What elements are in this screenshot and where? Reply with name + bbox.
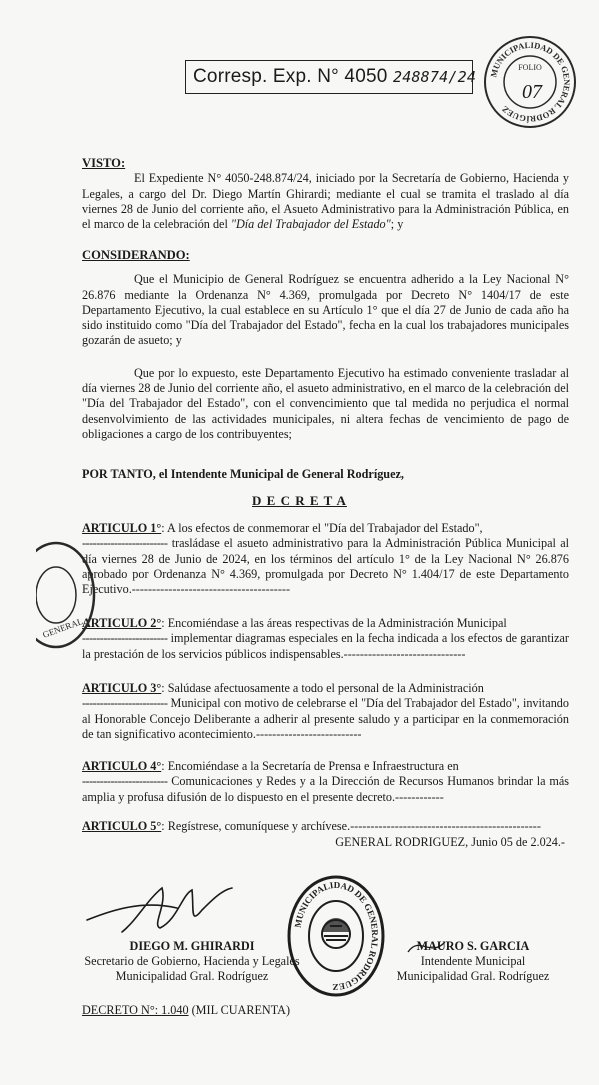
article-4: ARTICULO 4°: Encomiéndase a la Secretaría de Prensa e Infraestructura en ------------------------ Comunicaciones y Redes y a la Dirección de Recursos Humanos brindar la más amplia y profusa difusión de lo dispuesto en el presente decreto.------------	[82, 759, 569, 804]
article-1: ARTICULO 1°: A los efectos de conmemorar el "Día del Trabajador del Estado", ------------------------ trasládase el asueto administrativo para la Administración Pública Municipal al día viernes 28 de Junio de 2024, en los términos del artículo 1° de la Ley Nacional N° 26.876 aprobado por Ordenanza N° 4.369, promulgada por Decreto N° 1.404/17 de este Departamento Ejecutivo.---------------------------------------	[82, 521, 569, 597]
visto-body: El Expediente N° 4050-248.874/24, iniciado por la Secretaría de Gobierno, Hacienda y Legales, a cargo del Dr. Diego Martín Ghirardi; mediante el cual se tramita el traslado al día viernes 28 de Junio del corriente año, el Asueto Administrativo para la Administración Pública, en el marco de la celebración del "Día del Trabajador del Estado"; y	[82, 171, 569, 232]
corresp-handwritten-number: 248874/24	[392, 68, 477, 86]
article-3: ARTICULO 3°: Salúdase afectuosamente a todo el personal de la Administración ------------------------ Municipal con motivo de celebrarse el "Día del Trabajador del Estado", invitando al Honorable Concejo Deliberante a adherir al presente saludo y a participar en la conmemoración de tan significativo acontecimiento.--------------------------	[82, 681, 569, 741]
article-2-label: ARTICULO 2°	[82, 616, 162, 630]
correspondence-stamp	[185, 60, 477, 94]
article-3-label: ARTICULO 3°	[82, 681, 162, 695]
signer-right-role: Intendente Municipal	[420, 954, 526, 968]
por-tanto: POR TANTO, el Intendente Municipal de General Rodríguez,	[82, 467, 404, 481]
corresp-prefix: Corresp. Exp. N° 4050	[193, 66, 388, 87]
article-2: ARTICULO 2°: Encomiéndase a las áreas respectivas de la Administración Municipal ------------------------ implementar diagramas especiales en la fecha indicada a los efectos de garantizar la prestación de los servicios públicos indispensables.------------------------------	[82, 616, 569, 661]
considerando-p2: Que por lo expuesto, este Departamento Ejecutivo ha estimado conveniente trasladar al día viernes 28 de Junio del corriente año, el asueto administrativo, en el marco de la celebración del "Día del Trabajador del Estado", con el convencimiento que tal medida no perjudica el normal desenvolvimiento de las actividades municipales, ni altera fechas de vencimiento de pago de obligaciones a cargo de los contribuyentes;	[82, 365, 569, 441]
seal-ring-text: MUNICIPALIDAD DE GENERAL RODRIGUEZ	[292, 879, 381, 993]
considerando-title: CONSIDERANDO:	[82, 248, 190, 262]
folio-ring-text: MUNICIPALIDAD DE GENERAL RODRÍGUEZ	[488, 39, 573, 125]
considerando-p1: Que el Municipio de General Rodríguez se encuentra adherido a la Ley Nacional N° 26.876 mediante la Ordenanza N° 4.369, promulgada por Decreto N° 1404/17 de este Departamento Ejecutivo, la cual establece en su Artículo 1° que el día 27 de Junio de cada año ha sido instituido como "Día del Trabajador del Estado", fecha en la cual los trabajadores municipales gozarán de asueto; y	[82, 272, 569, 348]
signature-block-left	[82, 939, 302, 984]
visto-section	[82, 156, 569, 232]
folio-label: FOLIO	[518, 63, 542, 72]
margin-seal-text: GENERAL	[41, 616, 85, 640]
article-5-label: ARTICULO 5°	[82, 819, 162, 833]
article-1-label: ARTICULO 1°	[82, 521, 162, 535]
visto-title: VISTO:	[82, 156, 126, 170]
decreto-number-text: (MIL CUARENTA)	[191, 1003, 291, 1017]
signature-block-right	[383, 939, 563, 984]
place-date: GENERAL RODRIGUEZ, Junio 05 de 2.024.-	[335, 835, 565, 849]
signer-right-org: Municipalidad Gral. Rodríguez	[396, 969, 550, 983]
decreta-heading: D E C R E T A	[252, 493, 347, 508]
article-4-label: ARTICULO 4°	[82, 759, 162, 773]
signer-right-name: MAURO S. GARCIA	[416, 939, 530, 953]
decreto-number-label: DECRETO N°: 1.040	[82, 1003, 189, 1017]
decreto-number	[82, 1003, 290, 1018]
folio-seal	[482, 34, 578, 130]
signer-left-org: Municipalidad Gral. Rodríguez	[115, 969, 269, 983]
folio-number: 07	[522, 81, 542, 103]
margin-seal	[36, 540, 96, 650]
article-5: ARTICULO 5°: Regístrese, comuníquese y archívese.-----------------------------------------------	[82, 819, 541, 833]
signer-left-role: Secretario de Gobierno, Hacienda y Legales	[84, 954, 300, 968]
considerando-section	[82, 248, 569, 442]
signer-left-name: DIEGO M. GHIRARDI	[129, 939, 255, 953]
